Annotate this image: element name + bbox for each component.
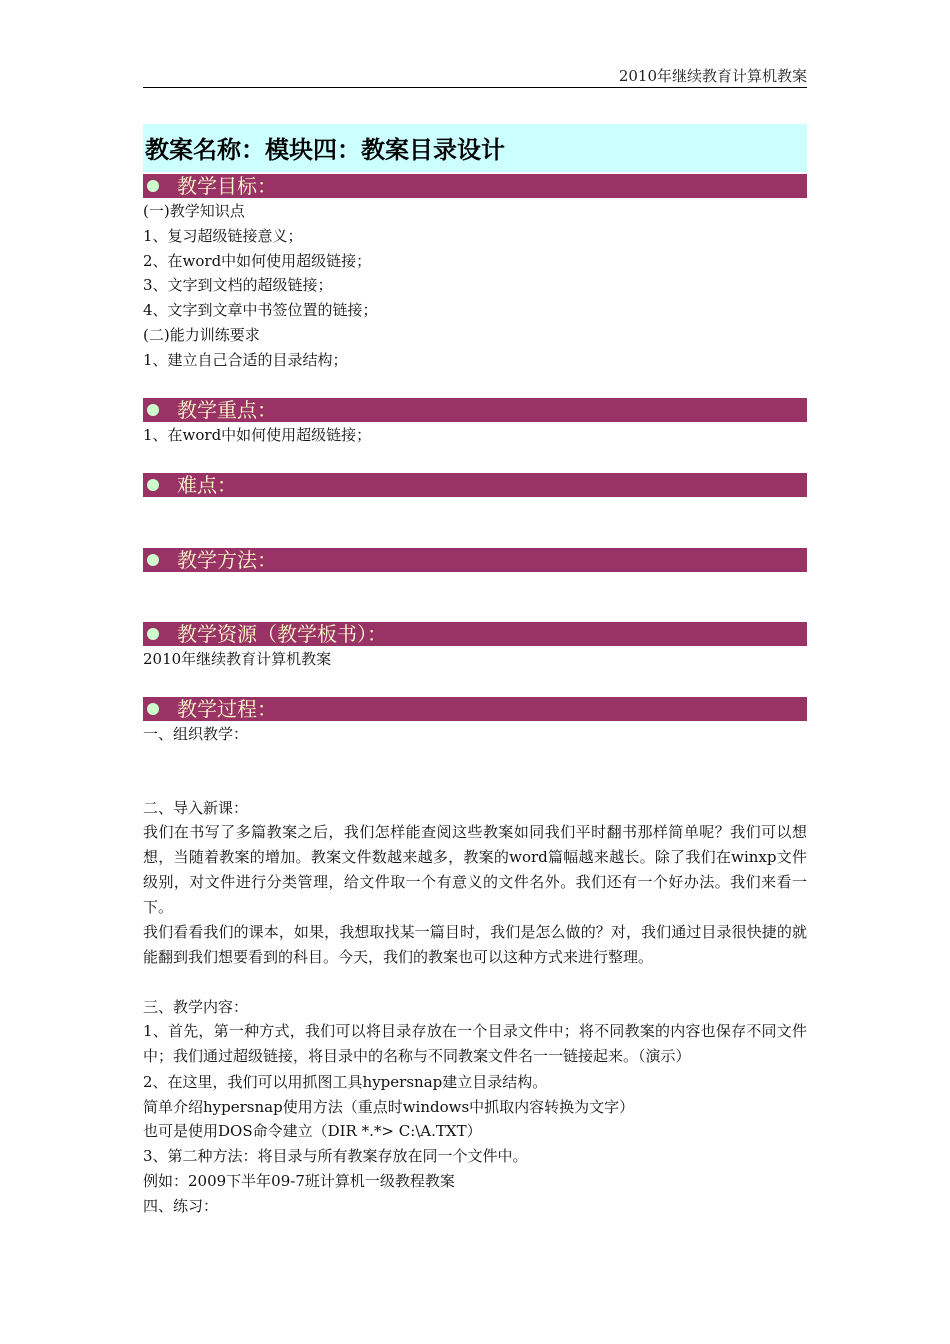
section-methods <box>143 548 807 572</box>
objective-line: 1、复习超级链接意义； <box>143 227 303 245</box>
section-process <box>143 697 807 721</box>
objective-line: 4、文字到文章中书签位置的链接； <box>143 301 378 319</box>
section-difficulties <box>143 473 807 497</box>
bullet-icon <box>147 479 159 491</box>
bullet-icon <box>147 404 159 416</box>
process-content-heading: 三、教学内容： <box>143 998 249 1016</box>
title-band <box>143 124 807 172</box>
objective-line: (二)能力训练要求 <box>143 326 260 344</box>
section-key-points <box>143 398 807 422</box>
objective-line: 1、建立自己合适的目录结构； <box>143 351 348 369</box>
section-heading: 教学目标： <box>177 174 277 198</box>
header-rule <box>143 87 807 88</box>
process-organize: 一、组织教学： <box>143 725 249 743</box>
bullet-icon <box>147 703 159 715</box>
section-resources <box>143 622 807 646</box>
section-objectives <box>143 174 807 198</box>
process-intro-heading: 二、导入新课： <box>143 799 249 817</box>
section-heading: 难点： <box>177 473 237 497</box>
section-heading: 教学方法： <box>177 548 277 572</box>
process-content-line: 也可是使用DOS命令建立（DIR *.*> C:\A.TXT） <box>143 1122 482 1140</box>
resource-line: 2010年继续教育计算机教案 <box>143 650 332 668</box>
section-heading: 教学资源（教学板书）： <box>177 622 387 646</box>
process-practice-heading: 四、练习： <box>143 1197 219 1215</box>
section-heading: 教学过程： <box>177 697 277 721</box>
process-intro-paragraph: 我们看看我们的课本，如果，我想取找某一篇目时，我们是怎么做的？对，我们通过目录很快捷的就能翻到我们想要看到的科目。今天，我们的教案也可以这种方式来进行整理。 <box>143 923 807 966</box>
process-content-line: 3、第二种方法：将目录与所有教案存放在同一个文件中。 <box>143 1147 528 1165</box>
process-content-line: 2、在这里，我们可以用抓图工具hypersnap建立目录结构。 <box>143 1073 548 1091</box>
key-point-line: 1、在word中如何使用超级链接； <box>143 426 372 444</box>
process-content-paragraph: 1、首先，第一种方式，我们可以将目录存放在一个目录文件中；将不同教案的内容也保存不同文件中；我们通过超级链接，将目录中的名称与不同教案文件名一一链接起来。（演示） <box>143 1022 807 1065</box>
objective-line: 2、在word中如何使用超级链接； <box>143 252 372 270</box>
section-heading: 教学重点： <box>177 398 277 422</box>
bullet-icon <box>147 180 159 192</box>
process-content-line: 例如：2009下半年09-7班计算机一级教程教案 <box>143 1172 455 1190</box>
process-content-line: 简单介绍hypersnap使用方法（重点时windows中抓取内容转换为文字） <box>143 1098 635 1116</box>
bullet-icon <box>147 628 159 640</box>
bullet-icon <box>147 554 159 566</box>
lesson-title: 教案名称：模块四：教案目录设计 <box>145 136 505 164</box>
objective-line: 3、文字到文档的超级链接； <box>143 276 333 294</box>
process-intro-paragraph: 我们在书写了多篇教案之后，我们怎样能查阅这些教案如同我们平时翻书那样简单呢？我们可以想想，当随着教案的增加。教案文件数越来越多，教案的word篇幅越来越长。除了我们在winxp文件级别，对文件进行分类管理，给文件取一个有意义的文件名外。我们还有一个好办法。我们来看一下。 <box>143 823 807 916</box>
running-header: 2010年继续教育计算机教案 <box>618 67 807 85</box>
objective-line: (一)教学知识点 <box>143 202 245 220</box>
